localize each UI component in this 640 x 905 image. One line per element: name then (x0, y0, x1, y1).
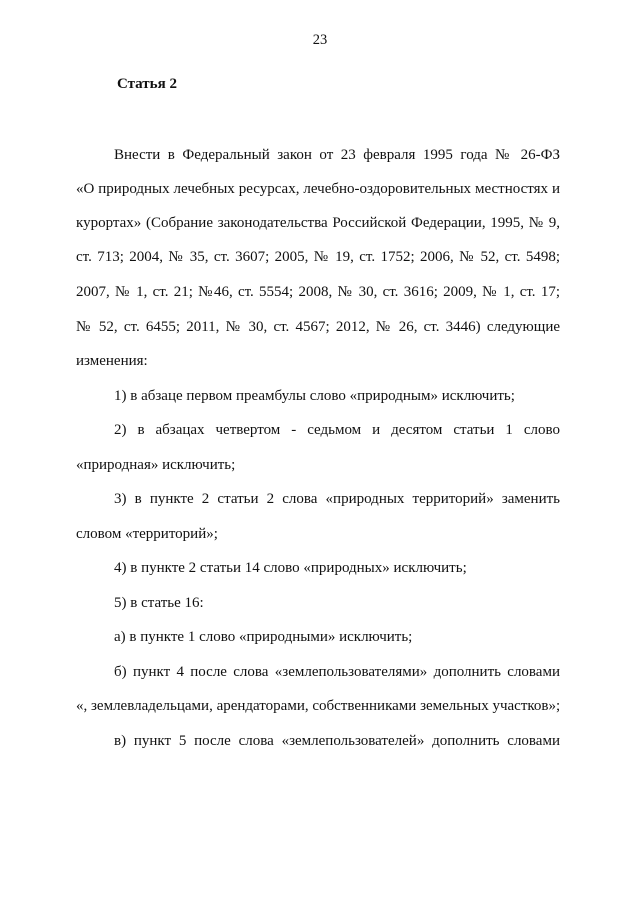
list-item: а) в пункте 1 слово «природными» исключить; (114, 629, 413, 645)
text-line: курортах» (Собрание законодательства Российской Федерации, 1995, № 9, (76, 215, 560, 231)
list-item: 5) в статье 16: (114, 595, 204, 611)
list-item: 3) в пункте 2 статьи 2 слова «природных территорий» заменить (114, 491, 560, 507)
text-line: «, землевладельцами, арендаторами, собственниками земельных участков»; (76, 698, 561, 714)
text-line: Внести в Федеральный закон от 23 февраля 1995 года № 26-ФЗ (114, 147, 560, 163)
article-heading: Статья 2 (117, 76, 177, 92)
text-line: «О природных лечебных ресурсах, лечебно-оздоровительных местностях и (76, 181, 560, 197)
text-line: «природная» исключить; (76, 457, 236, 473)
text-line: 2007, № 1, ст. 21; №46, ст. 5554; 2008, № 30, ст. 3616; 2009, № 1, ст. 17; (76, 284, 560, 300)
list-item: 4) в пункте 2 статьи 14 слово «природных» исключить; (114, 560, 467, 576)
list-item: в) пункт 5 после слова «землепользователей» дополнить словами (114, 733, 560, 749)
list-item: б) пункт 4 после слова «землепользователями» дополнить словами (114, 664, 560, 680)
text-line: изменения: (76, 353, 148, 369)
text-line: ст. 713; 2004, № 35, ст. 3607; 2005, № 19, ст. 1752; 2006, № 52, ст. 5498; (76, 249, 560, 265)
text-line: словом «территорий»; (76, 526, 218, 542)
text-line: № 52, ст. 6455; 2011, № 30, ст. 4567; 2012, № 26, ст. 3446) следующие (76, 319, 560, 335)
list-item: 2) в абзацах четвертом - седьмом и десятом статьи 1 слово (114, 422, 560, 438)
list-item: 1) в абзаце первом преамбулы слово «природным» исключить; (114, 388, 515, 404)
page-number: 23 (312, 32, 328, 48)
